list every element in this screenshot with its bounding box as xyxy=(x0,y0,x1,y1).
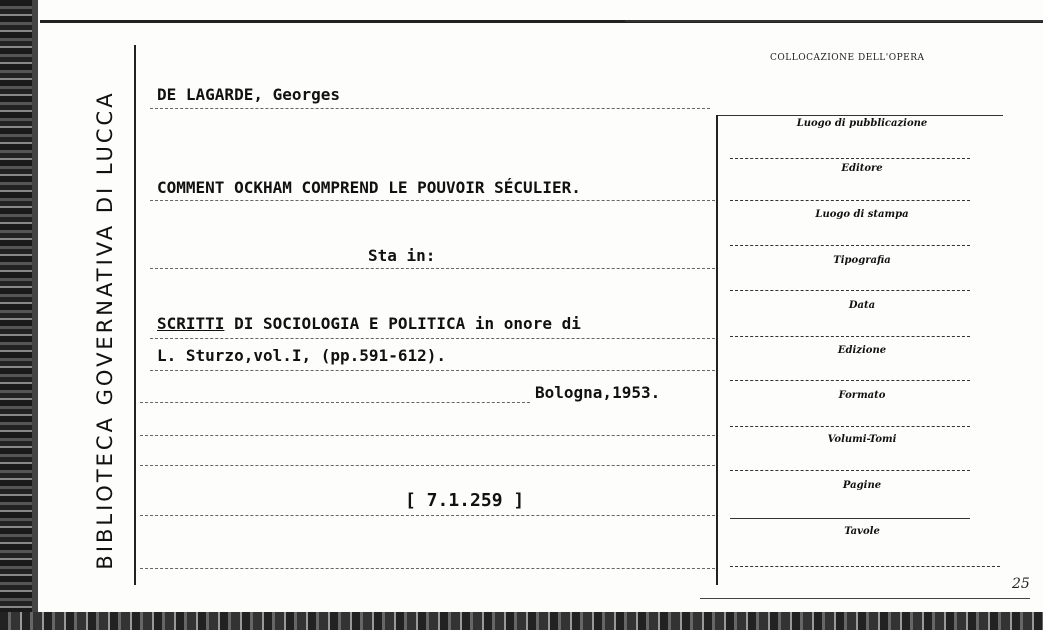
rule-1 xyxy=(730,158,970,159)
field-tavole: Tavole xyxy=(844,526,880,537)
scan-edge-left xyxy=(0,0,32,630)
source-line-1-underline xyxy=(150,338,715,339)
rule-10 xyxy=(730,566,1000,567)
rule-8 xyxy=(730,470,970,471)
field-formato: Formato xyxy=(838,390,886,401)
rule-2 xyxy=(730,200,970,201)
sta-in-label: Sta in: xyxy=(368,246,436,265)
place-year-underline xyxy=(140,402,530,403)
rule-3 xyxy=(730,245,970,246)
source-line-2-underline xyxy=(150,370,715,371)
field-edizione: Edizione xyxy=(837,345,887,356)
author-field: DE LAGARDE, Georges xyxy=(157,85,341,104)
source-title: SCRITTI xyxy=(157,314,225,333)
field-editore: Editore xyxy=(841,163,883,174)
right-panel-rule xyxy=(716,115,718,585)
title-field: COMMENT OCKHAM COMPREND LE POUVOIR SÉCULIER. xyxy=(157,178,581,197)
blank-line-2 xyxy=(140,465,715,466)
bottom-line xyxy=(140,568,715,569)
place-year-field: Bologna,1953. xyxy=(535,383,661,402)
rule-4 xyxy=(730,290,970,291)
field-tipografia: Tipografia xyxy=(833,255,891,266)
field-luogo-stampa: Luogo di stampa xyxy=(815,209,909,220)
library-name: BIBLIOTECA GOVERNATIVA DI LUCCA xyxy=(93,90,117,570)
blank-line-1 xyxy=(140,435,715,436)
field-pagine: Pagine xyxy=(842,480,882,491)
author-underline xyxy=(150,108,710,109)
rule-9 xyxy=(730,518,970,519)
rule-5 xyxy=(730,336,970,337)
corner-mark: 25 xyxy=(1012,576,1030,592)
field-data: Data xyxy=(848,300,876,311)
right-panel-header: COLLOCAZIONE DELL'OPERA xyxy=(770,53,925,63)
header-rule xyxy=(625,20,1043,22)
scan-edge-left-inner xyxy=(32,0,38,630)
field-volumi-tomi: Volumi-Tomi xyxy=(827,434,897,445)
scan-edge-bottom xyxy=(0,612,1043,630)
bottom-right-rule xyxy=(700,598,1030,599)
source-line-1-rest: DI SOCIOLOGIA E POLITICA in onore di xyxy=(224,314,581,333)
rule-7 xyxy=(730,426,970,427)
rule-6 xyxy=(730,380,970,381)
sta-in-underline xyxy=(150,268,715,269)
title-underline xyxy=(150,200,715,201)
field-luogo-pubblicazione: Luogo di pubblicazione xyxy=(796,118,928,129)
shelfmark-underline xyxy=(140,515,715,516)
left-margin-rule xyxy=(134,45,136,585)
shelfmark: [ 7.1.259 ] xyxy=(405,490,525,511)
source-line-2: L. Sturzo,vol.I, (pp.591-612). xyxy=(157,346,446,365)
source-line-1 xyxy=(157,314,581,333)
right-panel-top-rule xyxy=(718,115,1003,116)
